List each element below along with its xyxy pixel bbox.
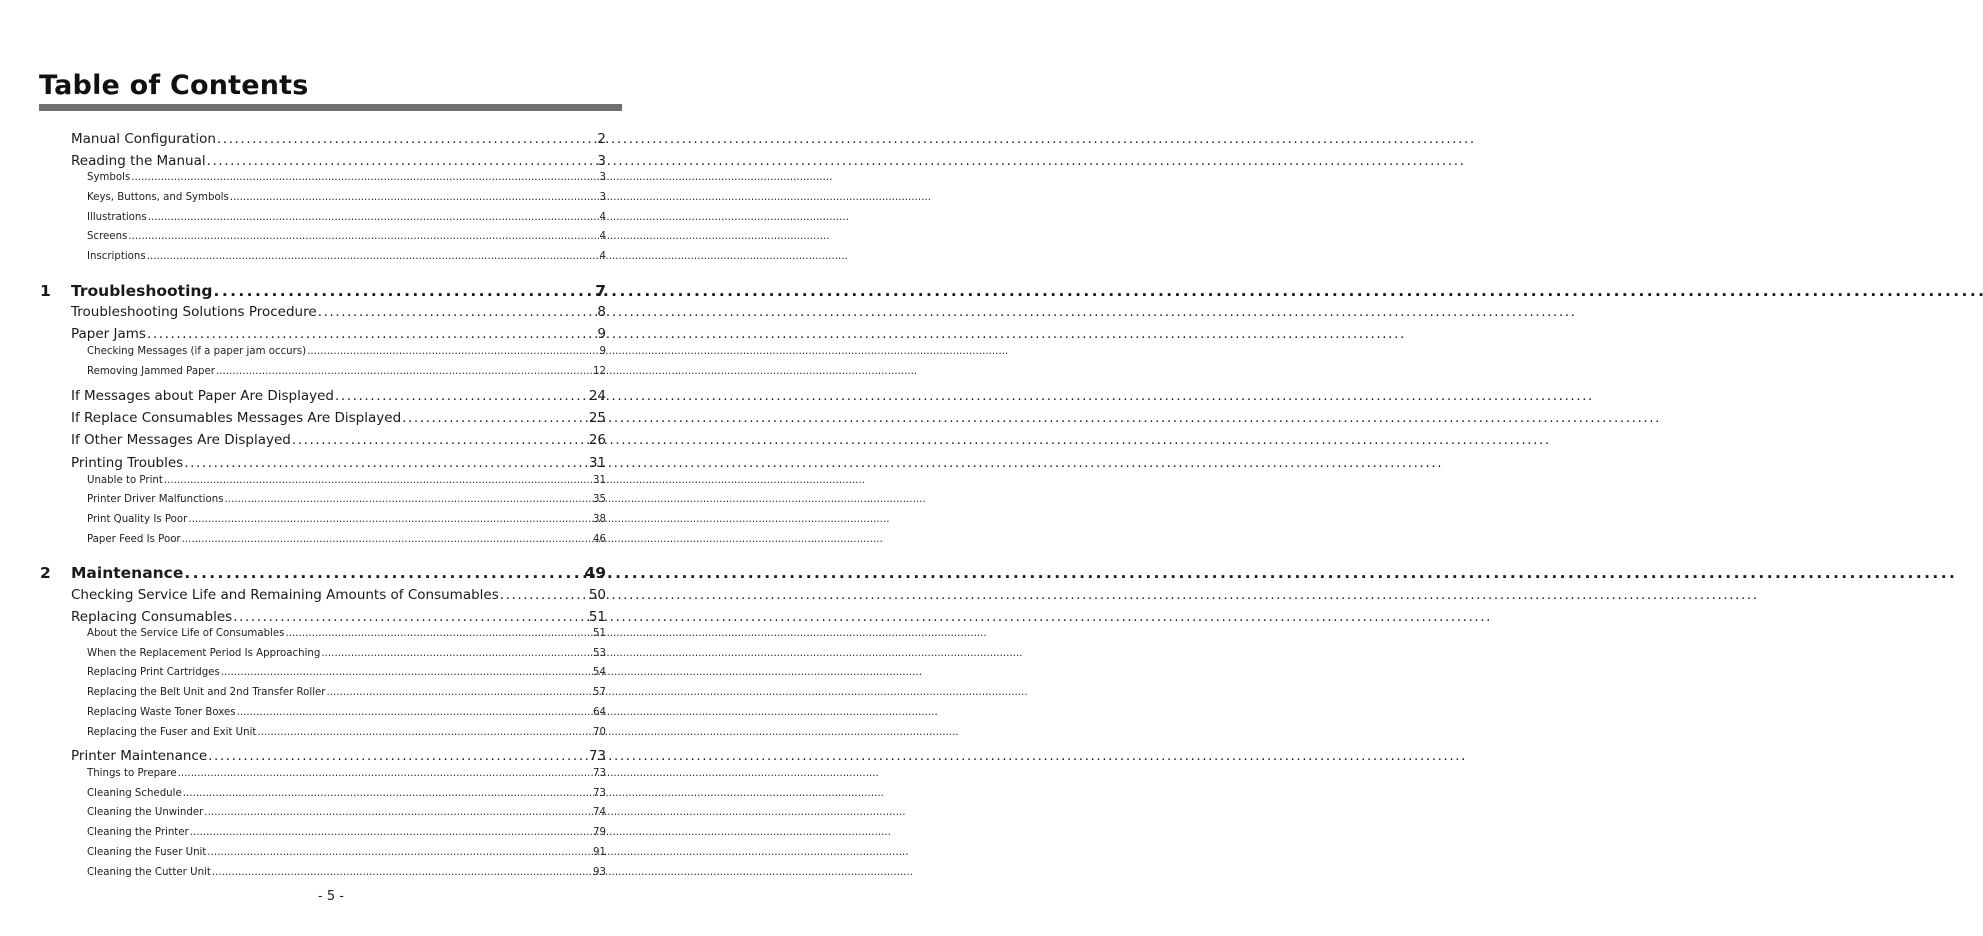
dot-leader [204,807,592,818]
toc-subsection[interactable] [87,475,606,489]
toc-label: Replacing the Fuser and Exit Unit [87,727,257,738]
toc-label: Removing Jammed Paper [87,366,215,377]
toc-page-number: 64 [593,707,606,718]
dot-leader [257,727,592,738]
toc-label: Print Quality Is Poor [87,514,188,525]
toc-page-number: 51 [588,609,606,625]
toc-label: Checking Service Life and Remaining Amounts of Consumables [71,587,499,603]
toc-label: Printer Maintenance [71,748,208,764]
toc-subsection[interactable] [87,212,606,226]
toc-label: If Messages about Paper Are Displayed [71,388,335,404]
toc-page-number: 31 [593,475,606,486]
toc-page-number: 4 [599,251,606,262]
dot-leader [292,432,588,448]
toc-page-number: 54 [593,667,606,678]
dot-leader [318,304,597,320]
toc-section[interactable] [71,455,606,473]
dot-leader [183,788,592,799]
toc-page-number: 9 [597,326,606,342]
toc-subsection[interactable] [87,366,606,380]
toc-subsection[interactable] [87,172,606,186]
toc-subsection[interactable] [87,867,606,881]
dot-leader [212,867,592,878]
toc-subsection[interactable] [87,648,606,662]
toc-label: Cleaning Schedule [87,788,182,799]
dot-leader [131,172,598,183]
toc-subsection[interactable] [87,514,606,528]
dot-leader [182,534,592,545]
dot-leader [184,455,588,471]
toc-section[interactable] [71,410,606,428]
dot-leader [216,366,592,377]
toc-subsection[interactable] [87,768,606,782]
toc-label: If Replace Consumables Messages Are Displayed [71,410,402,426]
toc-page-number: 3 [599,172,606,183]
dot-leader [214,282,595,300]
toc-subsection[interactable] [87,231,606,245]
toc-page-number: 53 [593,648,606,659]
table-of-contents [0,0,662,936]
toc-section[interactable] [71,304,606,322]
dot-leader [237,707,592,718]
toc-label: Unable to Print [87,475,163,486]
toc-label: Symbols [87,172,131,183]
toc-page-number: 57 [593,687,606,698]
toc-page-number: 2 [597,131,606,147]
dot-leader [164,475,592,486]
chapter-number: 1 [40,282,51,300]
toc-section[interactable] [71,432,606,450]
toc-page-number: 91 [593,847,606,858]
dot-leader [178,768,592,779]
toc-label: Keys, Buttons, and Symbols [87,192,229,203]
toc-page-number: 7 [595,282,606,300]
toc-section[interactable] [71,388,606,406]
toc-page-number: 35 [593,494,606,505]
toc-page-number: 26 [588,432,606,448]
page-number: - 5 - [318,889,344,904]
toc-page-number: 3 [597,153,606,169]
toc-subsection[interactable] [87,727,606,741]
dot-leader [327,687,593,698]
dot-leader [207,153,597,169]
toc-page-number: 73 [593,768,606,779]
toc-page-number: 38 [593,514,606,525]
toc-label: Replacing the Belt Unit and 2nd Transfer Roller [87,687,326,698]
dot-leader [221,667,592,678]
toc-label: About the Service Life of Consumables [87,628,285,639]
toc-subsection[interactable] [87,192,606,206]
dot-leader [402,410,588,426]
toc-subsection[interactable] [87,847,606,861]
toc-subsection[interactable] [87,788,606,802]
toc-subsection[interactable] [87,807,606,821]
toc-page-number: 49 [584,564,606,582]
toc-label: Things to Prepare [87,768,177,779]
toc-label: Cleaning the Cutter Unit [87,867,211,878]
toc-label: Printing Troubles [71,455,184,471]
dot-leader [207,847,592,858]
toc-page-number: 25 [588,410,606,426]
toc-label: Screens [87,231,128,242]
toc-subsection[interactable] [87,667,606,681]
toc-label: Replacing Waste Toner Boxes [87,707,236,718]
toc-section[interactable] [71,609,606,627]
dot-leader [500,587,588,603]
toc-label: Paper Feed Is Poor [87,534,181,545]
toc-chapter[interactable] [40,282,606,302]
toc-subsection[interactable] [87,707,606,721]
dot-leader [188,514,592,525]
toc-label: Cleaning the Printer [87,827,189,838]
dot-leader [307,346,598,357]
toc-page-number: 9 [599,346,606,357]
toc-page-number: 31 [588,455,606,471]
toc-section[interactable] [71,326,606,344]
toc-chapter[interactable] [40,564,606,584]
dot-leader [233,609,588,625]
toc-subsection[interactable] [87,494,606,508]
toc-label: Replacing Print Cartridges [87,667,220,678]
dot-leader [128,231,598,242]
toc-label: Printer Driver Malfunctions [87,494,224,505]
toc-page-number: 12 [593,366,606,377]
dot-leader [184,564,583,582]
toc-page-number: 46 [593,534,606,545]
dot-leader [217,131,597,147]
dot-leader [285,628,592,639]
toc-label: Illustrations [87,212,147,223]
toc-subsection[interactable] [87,534,606,548]
toc-subsection[interactable] [87,346,606,360]
toc-page-number: 93 [593,867,606,878]
toc-page-number: 51 [593,628,606,639]
toc-label: Maintenance [71,564,184,582]
toc-page-number: 4 [599,231,606,242]
toc-label: Troubleshooting [71,282,213,300]
toc-label: Reading the Manual [71,153,206,169]
toc-page-number: 70 [593,727,606,738]
toc-label: If Other Messages Are Displayed [71,432,291,448]
toc-label: Troubleshooting Solutions Procedure [71,304,317,320]
toc-label: Manual Configuration [71,131,216,147]
toc-subsection[interactable] [87,827,606,841]
toc-section[interactable] [71,153,606,171]
page-title: Table of Contents [39,70,309,101]
dot-leader [230,192,599,203]
toc-label: Checking Messages (if a paper jam occurs) [87,346,307,357]
toc-page-number: 79 [593,827,606,838]
toc-page-number: 8 [597,304,606,320]
dot-leader [190,827,592,838]
toc-page-number: 3 [599,192,606,203]
dot-leader [321,648,592,659]
toc-subsection[interactable] [87,628,606,642]
dot-leader [147,326,596,342]
toc-label: Paper Jams [71,326,146,342]
toc-page-number: 50 [588,587,606,603]
toc-label: Inscriptions [87,251,146,262]
toc-page-number: 4 [599,212,606,223]
dot-leader [208,748,588,764]
toc-subsection[interactable] [87,687,606,701]
dot-leader [225,494,593,505]
toc-label: Cleaning the Fuser Unit [87,847,207,858]
toc-section[interactable] [71,131,606,149]
toc-page-number: 24 [588,388,606,404]
dot-leader [148,212,599,223]
toc-subsection[interactable] [87,251,606,265]
toc-page-number: 74 [593,807,606,818]
toc-section[interactable] [71,748,606,766]
dot-leader [335,388,588,404]
toc-label: When the Replacement Period Is Approaching [87,648,321,659]
toc-label: Cleaning the Unwinder [87,807,204,818]
toc-page-number: 73 [593,788,606,799]
toc-label: Replacing Consumables [71,609,233,625]
chapter-number: 2 [40,564,51,582]
toc-page-number: 73 [588,748,606,764]
toc-section[interactable] [71,587,606,605]
dot-leader [147,251,599,262]
